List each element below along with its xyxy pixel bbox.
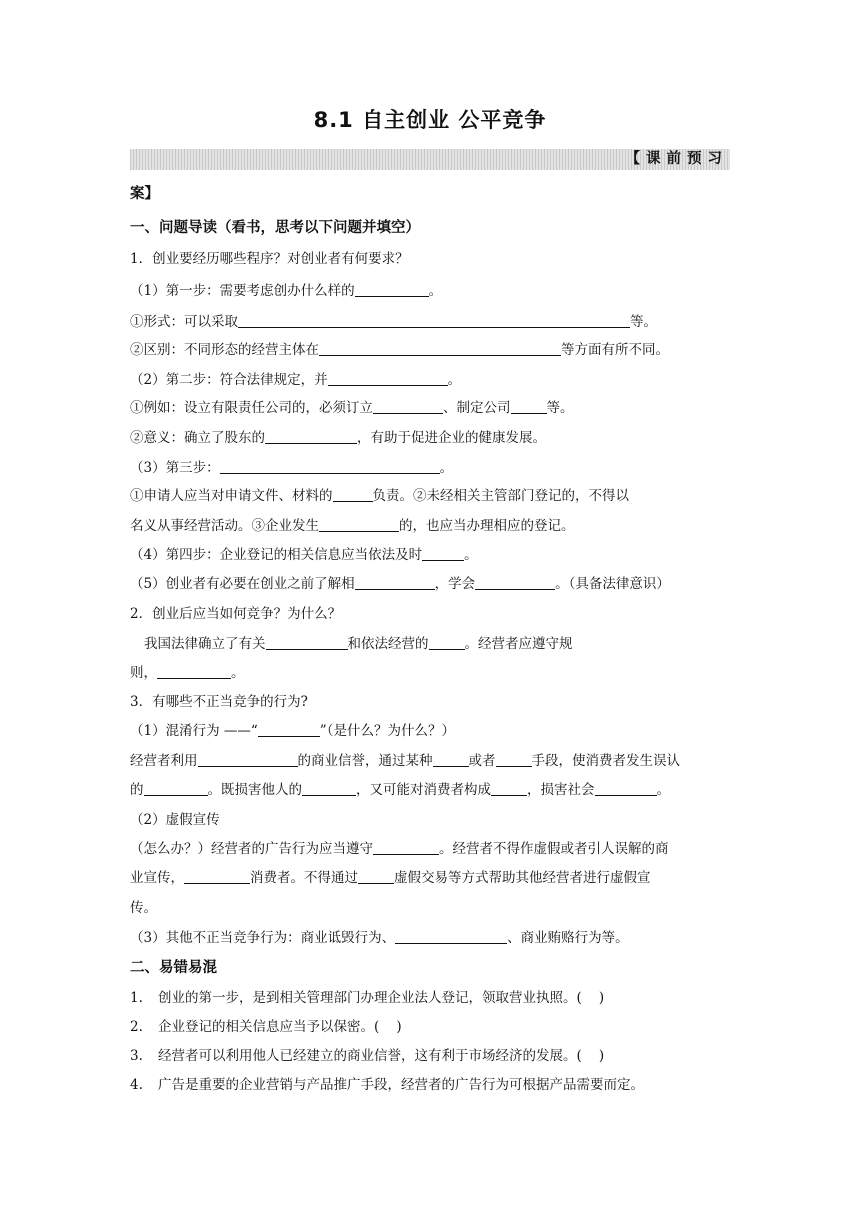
blank-field[interactable] [238,313,630,328]
part2-heading: 二、易错易混 [130,960,217,976]
blank-field[interactable] [373,840,439,855]
blank-field[interactable] [328,371,448,386]
judgment-item: 1. 创业的第一步，是到相关管理部门办理企业法人登记，领取营业执照。( ) [130,990,605,1006]
step-4-line: （4）第四步：企业登记的相关信息应当依法及时 。 [130,547,478,563]
blank-field[interactable] [333,487,373,502]
blank-field[interactable] [198,752,298,767]
blank-field[interactable] [395,929,507,944]
step-2-example-line: ①例如：设立有限责任公司的，必须订立 、制定公司 等。 [130,400,574,416]
step-2-line: （2）第二步：符合法律规定，并 。 [130,372,462,388]
section-banner [130,149,730,170]
page-title: 8.1 自主创业 公平竞争 [313,108,547,132]
blank-field[interactable] [491,781,527,796]
blank-field[interactable] [511,399,547,414]
blank-field[interactable] [319,517,399,532]
blank-field[interactable] [475,575,555,590]
blank-field[interactable] [595,781,657,796]
blank-field[interactable] [144,781,208,796]
confusion-behavior-line: （1）混淆行为 ——“ ”（是什么？为什么？） [130,723,455,739]
question-2: 2．创业后应当如何竞争？为什么？ [130,606,342,622]
blank-field[interactable] [265,429,357,444]
blank-field[interactable] [496,752,532,767]
blank-field[interactable] [355,575,435,590]
blank-field[interactable] [429,635,465,650]
step-5-line: （5）创业者有必要在创业之前了解相 ，学会 。（具备法律意识） [130,576,670,592]
section-banner-continuation: 案】 [130,186,159,202]
step-2-meaning-line: ②意义：确立了股东的 ，有助于促进企业的健康发展。 [130,430,546,446]
question-2-line-2: 则， 。 [130,665,245,681]
blank-field[interactable] [157,664,231,679]
other-unfair-competition-line: （3）其他不正当竞争行为：商业诋毁行为、 、商业贿赂行为等。 [130,930,629,946]
judgment-item: 3. 经营者可以利用他人已经建立的商业信誉，这有利于市场经济的发展。( ) [130,1048,605,1064]
blank-field[interactable] [355,282,429,297]
false-advertising-line-3: 传。 [130,900,157,916]
blank-field[interactable] [433,752,469,767]
blank-field[interactable] [319,341,561,356]
blank-field[interactable] [422,546,464,561]
judgment-item: 2. 企业登记的相关信息应当予以保密。( ) [130,1019,402,1035]
confusion-detail-line-2: 的 。既损害他人的 ，又可能对消费者构成 ，损害社会 。 [130,782,670,798]
judgment-item: 4. 广告是重要的企业营销与产品推广手段，经营者的广告行为可根据产品需要而定。 [130,1077,644,1093]
false-advertising-line-2: 业宣传， 消费者。不得通过 虚假交易等方式帮助其他经营者进行虚假宣 [130,870,651,886]
blank-field[interactable] [373,399,443,414]
step-1-line: （1）第一步：需要考虑创办什么样的 。 [130,283,443,299]
blank-field[interactable] [220,459,440,474]
blank-field[interactable] [266,635,348,650]
section-banner-label: 【课前预习 [625,151,728,167]
blank-field[interactable] [302,781,356,796]
step-1-difference-line: ②区别：不同形态的经营主体在 等方面有所不同。 [130,342,669,358]
question-3: 3．有哪些不正当竞争的行为? [130,694,308,710]
step-3-line: （3）第三步： 。 [130,460,454,476]
step-3-detail-line-2: 名义从事经营活动。③企业发生 的，也应当办理相应的登记。 [130,518,575,534]
confusion-detail-line-1: 经营者利用 的商业信誉，通过某种 或者 手段，使消费者发生误认 [130,753,680,769]
blank-field[interactable] [184,869,250,884]
question-1: 1．创业要经历哪些程序？对创业者有何要求？ [130,251,409,267]
blank-field[interactable] [258,722,320,737]
step-3-detail-line-1: ①申请人应当对申请文件、材料的 负责。②未经相关主管部门登记的，不得以 [130,488,629,504]
question-2-line-1: 我国法律确立了有关 和依法经营的 。经营者应遵守规 [144,636,573,652]
blank-field[interactable] [358,869,394,884]
part1-heading: 一、问题导读（看书，思考以下问题并填空） [130,220,420,236]
false-advertising-line-1: （怎么办？）经营者的广告行为应当遵守 。经营者不得作虚假或者引人误解的商 [130,841,669,857]
false-advertising-heading: （2）虚假宣传 [130,812,220,828]
step-1-form-line: ①形式：可以采取 等。 [130,314,657,330]
